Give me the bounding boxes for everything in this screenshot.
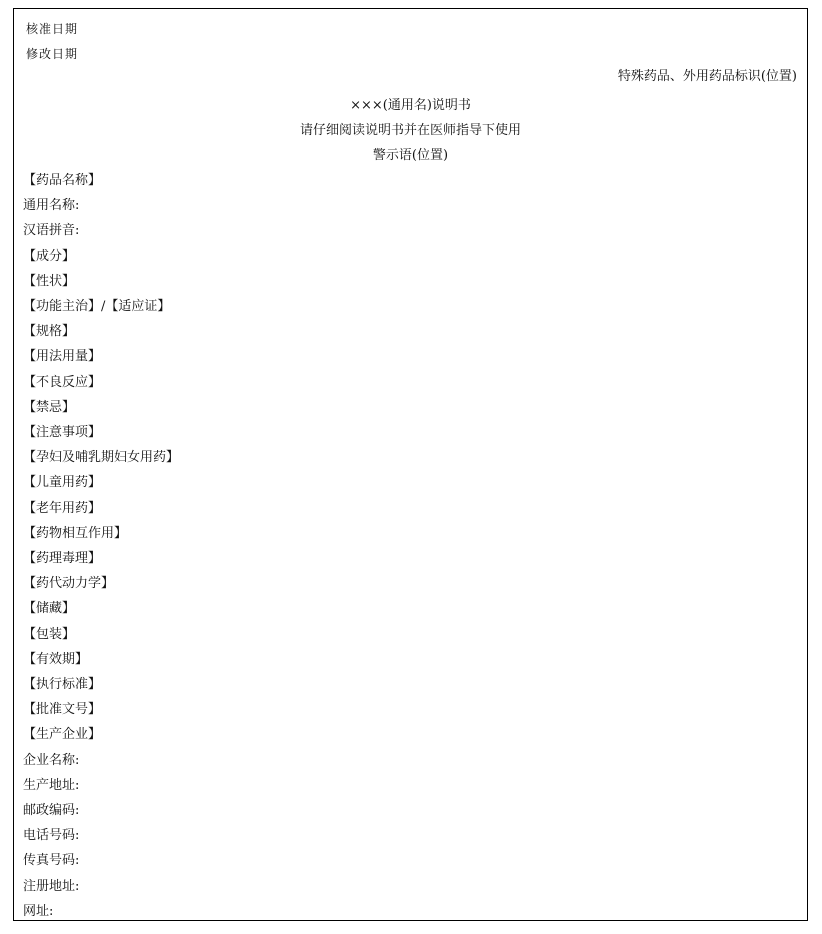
section-line: 【生产企业】 bbox=[23, 727, 102, 743]
section-line: 【药品名称】 bbox=[23, 173, 102, 188]
section-line: 【包装】 bbox=[23, 626, 76, 642]
section-line: 企业名称: bbox=[23, 752, 80, 768]
section-line: 【有效期】 bbox=[23, 651, 89, 667]
revision-date-label: 修改日期 bbox=[26, 47, 79, 61]
section-line: 【药理毒理】 bbox=[23, 551, 102, 567]
title-block bbox=[14, 93, 807, 168]
special-drug-mark: 特殊药品、外用药品标识(位置) bbox=[617, 69, 797, 84]
section-line: 【注意事项】 bbox=[23, 425, 102, 441]
section-line: 【执行标准】 bbox=[23, 677, 102, 693]
document-title: ×××(通用名)说明书 bbox=[350, 98, 471, 113]
document-frame bbox=[13, 8, 808, 921]
section-line: 【成分】 bbox=[23, 248, 76, 264]
section-line: 【儿童用药】 bbox=[23, 475, 102, 491]
section-line: 【性状】 bbox=[23, 273, 76, 289]
section-line: 通用名称: bbox=[23, 198, 80, 214]
section-line: 【批准文号】 bbox=[23, 702, 102, 718]
section-line: 【功能主治】/【适应证】 bbox=[23, 299, 171, 315]
warning-position: 警示语(位置) bbox=[372, 148, 449, 163]
section-line: 【禁忌】 bbox=[23, 399, 76, 415]
section-line: 【用法用量】 bbox=[23, 349, 102, 365]
section-line: 【药代动力学】 bbox=[23, 576, 115, 592]
section-line: 传真号码: bbox=[23, 853, 80, 869]
section-line: 【储藏】 bbox=[23, 601, 76, 617]
section-line: 汉语拼音: bbox=[23, 223, 80, 239]
section-line: 注册地址: bbox=[23, 878, 80, 894]
section-line: 【孕妇及哺乳期妇女用药】 bbox=[23, 450, 180, 466]
read-notice: 请仔细阅读说明书并在医师指导下使用 bbox=[299, 123, 521, 138]
approval-date-label: 核准日期 bbox=[26, 22, 79, 36]
section-line: 【规格】 bbox=[23, 324, 76, 340]
section-line: 【老年用药】 bbox=[23, 500, 102, 516]
section-list bbox=[23, 168, 179, 924]
section-line: 电话号码: bbox=[23, 828, 80, 844]
section-line: 生产地址: bbox=[23, 777, 80, 793]
section-line: 邮政编码: bbox=[23, 803, 80, 819]
section-line: 【不良反应】 bbox=[23, 374, 102, 390]
section-line: 网址: bbox=[23, 903, 54, 919]
date-block bbox=[26, 17, 78, 67]
section-line: 【药物相互作用】 bbox=[23, 525, 128, 541]
